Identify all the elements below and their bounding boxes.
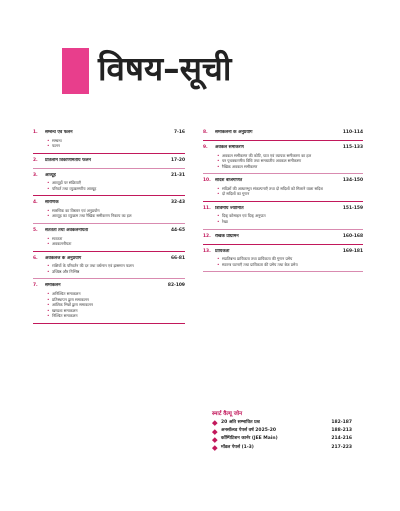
chapter-title: सदिश बीजगणित	[215, 178, 243, 184]
chapter-title: अवकल समीकरण	[215, 145, 244, 150]
page-range: 32-43	[170, 200, 185, 206]
chapter-number: 1.	[33, 130, 38, 135]
diamond-bullet-icon	[212, 445, 218, 451]
chapter-title: अवकलज के अनुप्रयोग	[45, 255, 82, 261]
subtopic-list	[203, 186, 363, 197]
page-range: 17-20	[170, 157, 185, 163]
chapter-title: त्रिविमीय ज्यामिति	[215, 205, 244, 211]
chapter-title: सारणिक	[45, 200, 59, 206]
divider	[203, 244, 363, 245]
chapter-title: आव्यूह	[45, 172, 56, 178]
divider	[33, 251, 185, 252]
toc-entry[interactable]	[203, 206, 363, 225]
page-range: 7-16	[174, 130, 185, 135]
subtopic-item: • सदिशों की आधारभूत संकल्पनाएँ तथा दो सदिशों को मिलाने वाला सदिश	[217, 186, 363, 192]
subtopic-item: • दो सदिशों का गुणन	[217, 191, 363, 197]
toc-entry-heading	[33, 130, 185, 136]
chapter-title: प्रायिकता	[215, 248, 230, 254]
subtopic-item: • आव्यूह का व्युत्क्रम तथा रैखिक समीकरण निकाय का हल	[47, 213, 185, 219]
page-range: 44-65	[170, 228, 185, 234]
divider	[203, 271, 363, 272]
divider	[33, 223, 185, 224]
subtopic-list	[203, 153, 363, 170]
page-range: 217-223	[331, 444, 352, 450]
toc-entry-heading	[203, 234, 363, 240]
chapter-title: समाकलनों के अनुप्रयोग	[215, 130, 253, 135]
subtopic-item: • रैखिक अवकल समीकरण	[217, 164, 363, 170]
divider	[33, 195, 185, 196]
page-range: 160-168	[342, 233, 363, 239]
page-range: 188-213	[331, 428, 352, 434]
diamond-bullet-icon	[212, 437, 218, 443]
subtopic-item: • अवकल समीकरण की कोटि, घात एवं व्यापक समीकरण का हल	[217, 153, 363, 159]
page-range: 21-31	[170, 172, 185, 178]
chapter-number: 10.	[203, 178, 211, 184]
chapter-title: प्रतिलोम त्रिकोणमितीय फलन	[45, 157, 91, 163]
smart-value-zone	[212, 410, 352, 452]
subtopic-item: • परिवर्त तथा व्युत्क्रमणीय आव्यूह	[47, 186, 185, 192]
chapter-title: रैखिक प्रोग्रामन	[215, 233, 239, 239]
subtopic-item: • आंशिक भिन्नों द्वारा समाकलन	[47, 302, 185, 308]
divider	[203, 173, 363, 174]
subtopic-list	[203, 213, 363, 224]
smart-value-label: 20 अति सम्भावित प्रश्न	[221, 420, 260, 425]
toc-entry[interactable]	[33, 256, 185, 275]
smart-value-zone-list	[212, 419, 352, 452]
subtopic-item: • सप्रतिबन्ध प्रायिकता तथा प्रायिकता की गुणन प्रमेय	[217, 256, 363, 262]
divider	[33, 278, 185, 279]
page-range: 82-109	[167, 283, 185, 289]
subtopic-item: • दिक् कोसाइन एवं दिक् अनुपात	[217, 213, 363, 219]
chapter-number: 5.	[33, 228, 38, 234]
header	[62, 48, 362, 94]
subtopic-item: • अवकलनीयता	[47, 241, 185, 247]
page-range: 214-216	[331, 436, 352, 442]
subtopic-item: • उच्चिष्ठ और निम्निष्ठ	[47, 269, 185, 275]
toc-entry[interactable]	[203, 234, 363, 240]
toc-entry[interactable]	[203, 145, 363, 169]
divider	[33, 323, 185, 324]
chapter-number: 3.	[33, 172, 38, 178]
subtopic-item: • स्वतन्त्र घटनाएँ तथा प्रायिकता की प्रमेय तथा बेज प्रमेय	[217, 262, 363, 268]
subtopic-list	[33, 208, 185, 219]
toc-entry[interactable]	[33, 283, 185, 318]
page-range: 182-187	[331, 420, 352, 425]
smart-value-item[interactable]	[212, 444, 352, 452]
page-range: 169-181	[342, 248, 363, 254]
chapter-number: 7.	[33, 283, 38, 289]
toc-entry[interactable]	[203, 130, 363, 136]
toc-entry-heading	[203, 178, 363, 184]
toc-entry[interactable]	[203, 249, 363, 268]
chapter-number: 8.	[203, 130, 208, 135]
smart-value-zone-heading: स्मार्ट वैल्यू जोन	[212, 411, 243, 417]
chapter-number: 9.	[203, 145, 208, 150]
page-range: 110-114	[342, 130, 363, 135]
divider	[203, 140, 363, 141]
toc-entry-heading	[33, 200, 185, 206]
toc-entry-heading	[33, 256, 185, 262]
toc-entry[interactable]	[33, 228, 185, 247]
toc-entry-heading	[33, 283, 185, 289]
smart-value-item[interactable]	[212, 427, 352, 435]
chapter-number: 4.	[33, 200, 38, 206]
toc-entry-heading	[203, 249, 363, 255]
toc-entry[interactable]	[203, 178, 363, 197]
subtopic-item: • सततता	[47, 236, 185, 242]
toc-entry[interactable]	[33, 130, 185, 149]
toc-left-column	[33, 130, 185, 328]
subtopic-list	[33, 291, 185, 319]
subtopic-item: • प्रतिस्थापन द्वारा समाकलन	[47, 297, 185, 303]
smart-value-label: मॉडल पेपर्स (1-3)	[221, 444, 254, 450]
subtopic-item: • खण्डशः समाकलन	[47, 308, 185, 314]
subtopic-item: • अनिश्चित समाकलन	[47, 291, 185, 297]
chapter-number: 12.	[203, 233, 211, 239]
page-title: विषय–सूची	[98, 49, 232, 88]
subtopic-item: • निश्चित समाकलन	[47, 313, 185, 319]
chapter-title: सततता तथा अवकलनीयता	[45, 228, 89, 234]
subtopic-item: • चर पृथक्करणीय विधि तथा समघातीय अवकल समीकरण	[217, 158, 363, 164]
page-range: 66-81	[170, 255, 185, 261]
subtopic-list	[33, 180, 185, 191]
chapter-number: 11.	[203, 205, 211, 211]
subtopic-list	[33, 236, 185, 247]
toc-entry[interactable]	[33, 200, 185, 219]
toc-entry[interactable]	[33, 158, 185, 164]
page-range: 115-133	[342, 145, 363, 150]
chapter-number: 13.	[203, 248, 211, 254]
diamond-bullet-icon	[212, 420, 218, 426]
divider	[203, 201, 363, 202]
subtopic-item: • आव्यूहों पर संक्रियाएँ	[47, 180, 185, 186]
toc-entry-heading	[33, 228, 185, 234]
chapter-title: समाकलन	[45, 283, 61, 289]
subtopic-list	[33, 138, 185, 149]
subtopic-item: • राशियों के परिवर्तन की दर तथा वर्धमान एवं ह्रासमान फलन	[47, 263, 185, 269]
toc-entry-heading	[203, 130, 363, 136]
toc-entry-heading	[203, 206, 363, 212]
page-range: 134-150	[342, 178, 363, 184]
subtopic-item: • फलन	[47, 143, 185, 149]
subtopic-list	[33, 263, 185, 274]
chapter-number: 6.	[33, 255, 38, 261]
toc-entry-heading	[33, 158, 185, 164]
toc-entry-heading	[33, 173, 185, 179]
smart-value-item[interactable]	[212, 435, 352, 443]
toc-entry[interactable]	[33, 173, 185, 192]
toc-right-column	[203, 130, 363, 276]
smart-value-label: कॉम्पिटिशन कार्नर (JEE Main)	[221, 436, 278, 442]
subtopic-item: • सम्बन्ध	[47, 138, 185, 144]
toc-entry-heading	[203, 145, 363, 151]
chapter-number: 2.	[33, 157, 38, 163]
divider	[33, 168, 185, 169]
smart-value-item[interactable]	[212, 419, 352, 427]
diamond-bullet-icon	[212, 428, 218, 434]
smart-value-label: अनसॉल्व्ड पेपर्स वर्ष 2025-20	[221, 428, 276, 434]
chapter-title: सम्बन्ध एवं फलन	[45, 130, 73, 135]
subtopic-list	[203, 256, 363, 267]
divider	[203, 229, 363, 230]
divider	[33, 153, 185, 154]
page-range: 151-159	[342, 205, 363, 211]
subtopic-item: • सारणिक का विस्तार एवं अनुप्रयोग	[47, 208, 185, 214]
pink-accent-block	[62, 48, 89, 94]
subtopic-item: • रेखा	[217, 219, 363, 225]
